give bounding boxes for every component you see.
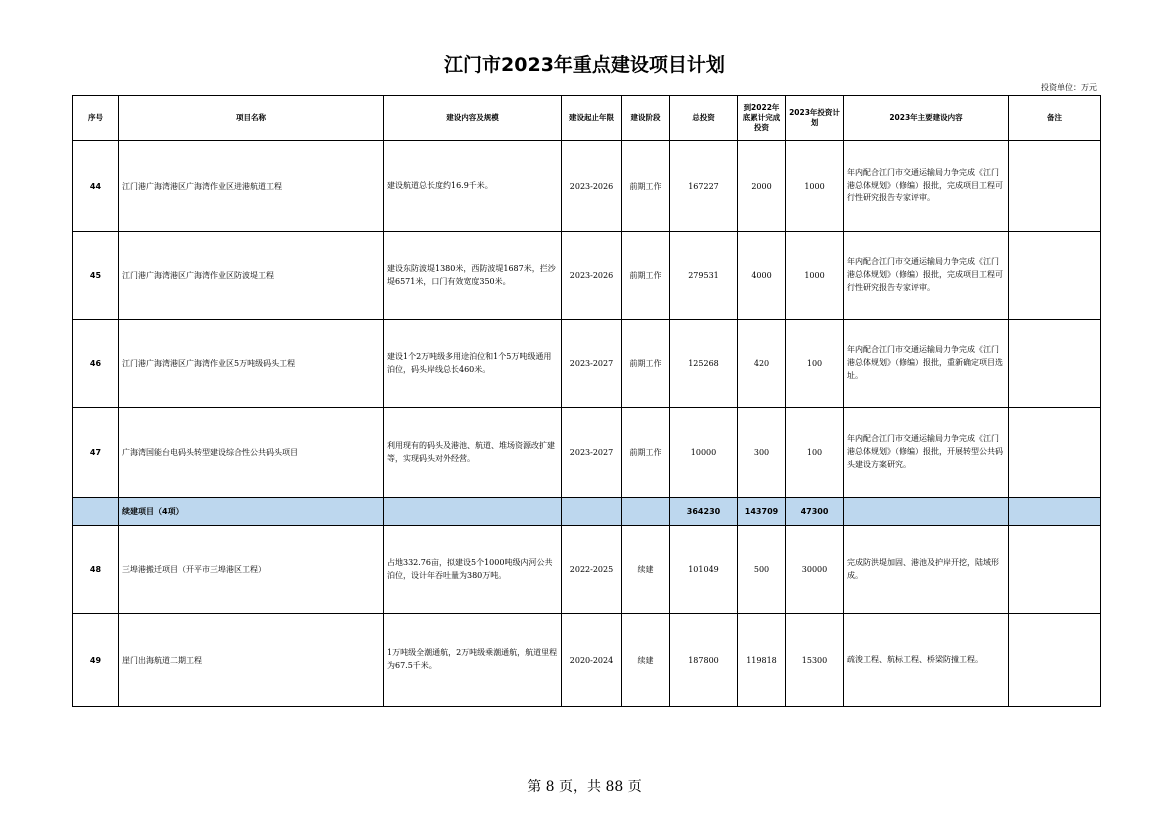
row-stage: 前期工作 (622, 141, 670, 232)
page-footer: 第 8 页，共 88 页 (527, 779, 642, 795)
header-plan2023: 2023年投资计划 (786, 96, 844, 141)
subtotal-row (73, 498, 1101, 526)
row-remark (1009, 526, 1101, 614)
row-period: 2020-2024 (562, 614, 622, 707)
page-title: 江门市2023年重点建设项目计划 (444, 54, 725, 76)
row-content: 利用现有的码头及港池、航道、堆场资源改扩建等，实现码头对外经营。 (384, 408, 562, 498)
row-remark (1009, 614, 1101, 707)
row-stage: 续建 (622, 614, 670, 707)
row-name: 崖门出海航道二期工程 (119, 614, 384, 707)
table-row (73, 141, 1101, 232)
row-name: 江门港广海湾港区广海湾作业区进港航道工程 (119, 141, 384, 232)
subtotal-total: 364230 (670, 498, 738, 526)
row-remark (1009, 141, 1101, 232)
row-name: 三埠港搬迁项目（开平市三埠港区工程） (119, 526, 384, 614)
row-seq: 44 (73, 141, 119, 232)
header-name: 项目名称 (119, 96, 384, 141)
subtotal-plan2023: 47300 (786, 498, 844, 526)
row-total: 101049 (670, 526, 738, 614)
row-main2023: 完成防洪堤加固、港池及护岸开挖，陆域形成。 (844, 526, 1009, 614)
table-row (73, 526, 1101, 614)
row-seq: 49 (73, 614, 119, 707)
row-remark (1009, 408, 1101, 498)
header-done2022: 到2022年底累计完成投资 (738, 96, 786, 141)
table-header-row (73, 96, 1101, 141)
row-content: 1万吨级全潮通航，2万吨级乘潮通航，航道里程为67.5千米。 (384, 614, 562, 707)
row-period: 2023-2026 (562, 141, 622, 232)
row-plan2023: 1000 (786, 232, 844, 320)
row-name: 江门港广海湾港区广海湾作业区防波堤工程 (119, 232, 384, 320)
header-main2023: 2023年主要建设内容 (844, 96, 1009, 141)
row-plan2023: 100 (786, 408, 844, 498)
row-stage: 前期工作 (622, 232, 670, 320)
header-seq: 序号 (73, 96, 119, 141)
row-seq: 47 (73, 408, 119, 498)
row-stage: 前期工作 (622, 408, 670, 498)
row-done2022: 119818 (738, 614, 786, 707)
row-main2023: 年内配合江门市交通运输局力争完成《江门港总体规划》（修编）报批，开展转型公共码头建设方案研究。 (844, 408, 1009, 498)
subtotal-done2022: 143709 (738, 498, 786, 526)
row-name: 江门港广海湾港区广海湾作业区5万吨级码头工程 (119, 320, 384, 408)
row-done2022: 2000 (738, 141, 786, 232)
row-plan2023: 15300 (786, 614, 844, 707)
table-row (73, 614, 1101, 707)
row-period: 2023-2027 (562, 408, 622, 498)
row-plan2023: 1000 (786, 141, 844, 232)
row-content: 建设1个2万吨级多用途泊位和1个5万吨级通用泊位，码头岸线总长460米。 (384, 320, 562, 408)
row-content: 建设东防波堤1380米，西防波堤1687米，拦沙堤6571米，口门有效宽度350米。 (384, 232, 562, 320)
row-done2022: 500 (738, 526, 786, 614)
row-main2023: 年内配合江门市交通运输局力争完成《江门港总体规划》（修编）报批，完成项目工程可行性研究报告专家评审。 (844, 141, 1009, 232)
table-row (73, 232, 1101, 320)
row-total: 167227 (670, 141, 738, 232)
row-total: 125268 (670, 320, 738, 408)
row-seq: 46 (73, 320, 119, 408)
row-total: 10000 (670, 408, 738, 498)
row-main2023: 年内配合江门市交通运输局力争完成《江门港总体规划》（修编）报批，重新确定项目选址。 (844, 320, 1009, 408)
row-stage: 续建 (622, 526, 670, 614)
row-content: 建设航道总长度约16.9千米。 (384, 141, 562, 232)
header-stage: 建设阶段 (622, 96, 670, 141)
row-done2022: 300 (738, 408, 786, 498)
row-plan2023: 100 (786, 320, 844, 408)
table-row (73, 320, 1101, 408)
row-remark (1009, 320, 1101, 408)
row-total: 279531 (670, 232, 738, 320)
row-done2022: 420 (738, 320, 786, 408)
row-remark (1009, 232, 1101, 320)
subtotal-label: 续建项目（4项） (119, 498, 384, 526)
project-plan-table (72, 95, 1101, 707)
header-remark: 备注 (1009, 96, 1101, 141)
row-name: 广海湾国能台电码头转型建设综合性公共码头项目 (119, 408, 384, 498)
row-done2022: 4000 (738, 232, 786, 320)
header-total: 总投资 (670, 96, 738, 141)
table-row (73, 408, 1101, 498)
row-main2023: 疏浚工程、航标工程、桥梁防撞工程。 (844, 614, 1009, 707)
row-stage: 前期工作 (622, 320, 670, 408)
investment-unit: 投资单位：万元 (1041, 83, 1097, 92)
row-period: 2023-2026 (562, 232, 622, 320)
row-seq: 48 (73, 526, 119, 614)
row-period: 2022-2025 (562, 526, 622, 614)
row-main2023: 年内配合江门市交通运输局力争完成《江门港总体规划》（修编）报批，完成项目工程可行性研究报告专家评审。 (844, 232, 1009, 320)
row-seq: 45 (73, 232, 119, 320)
header-content: 建设内容及规模 (384, 96, 562, 141)
row-total: 187800 (670, 614, 738, 707)
row-period: 2023-2027 (562, 320, 622, 408)
header-period: 建设起止年限 (562, 96, 622, 141)
row-content: 占地332.76亩，拟建设5个1000吨级内河公共泊位，设计年吞吐量为380万吨。 (384, 526, 562, 614)
row-plan2023: 30000 (786, 526, 844, 614)
